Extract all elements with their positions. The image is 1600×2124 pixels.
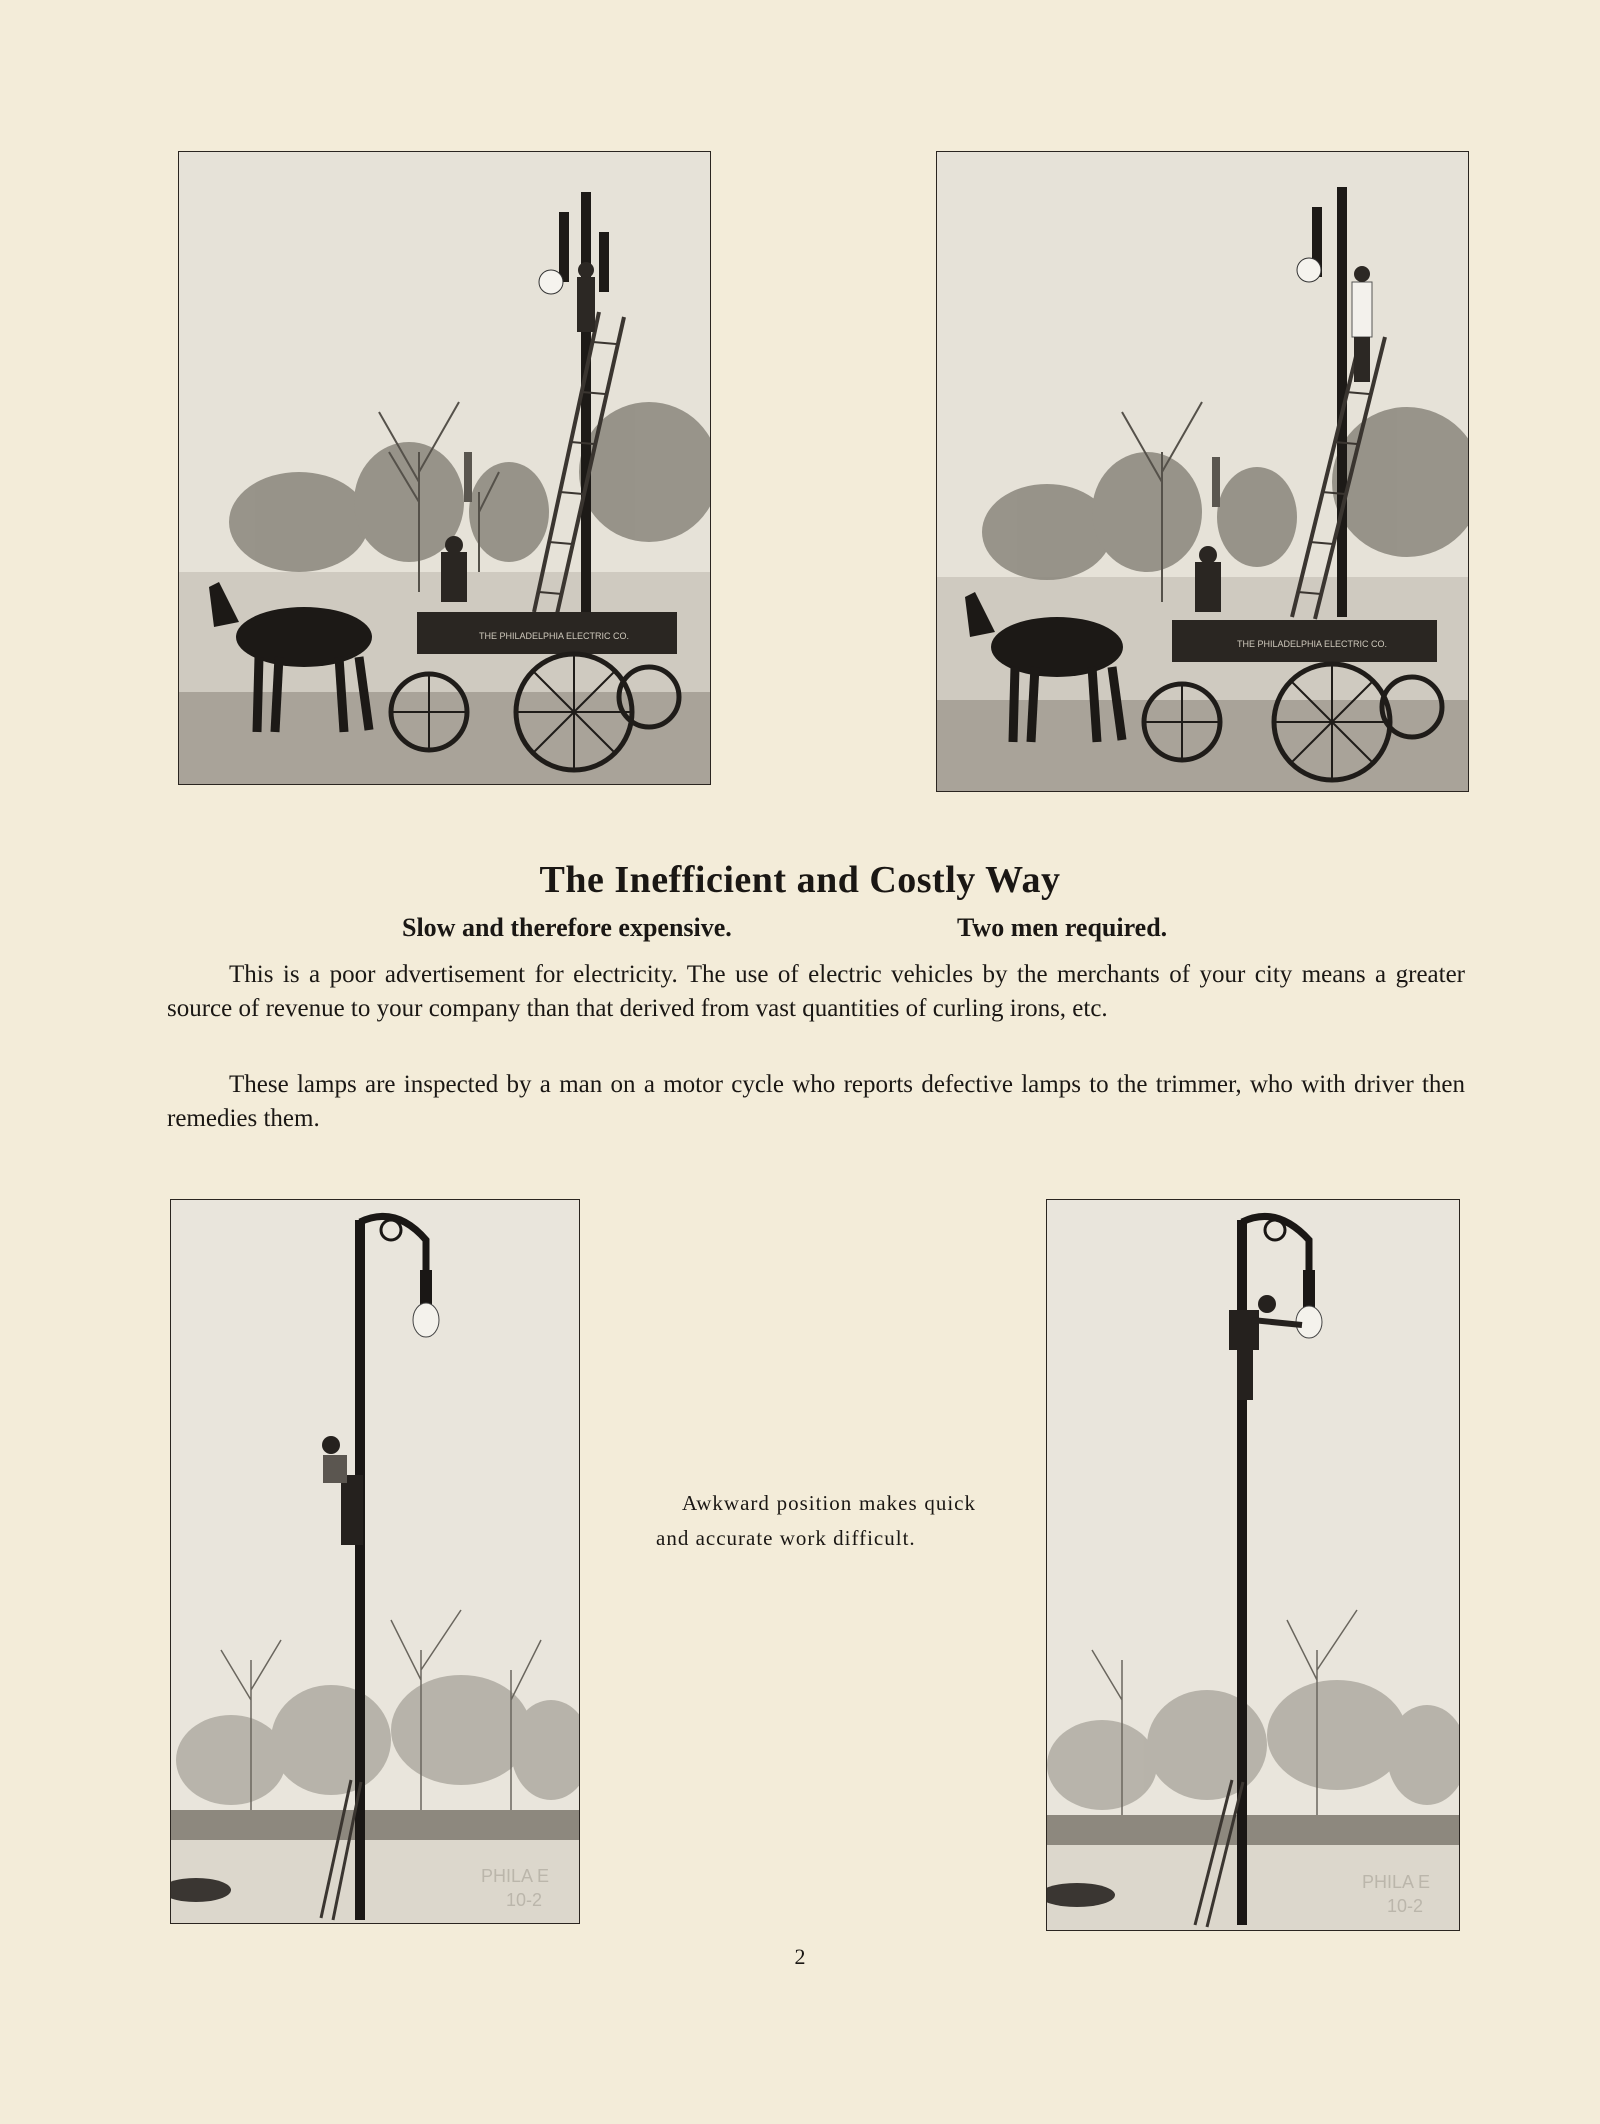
- subtitle-left: Slow and therefore expensive.: [402, 913, 732, 942]
- photo-pole-climb-2: [1046, 1199, 1460, 1931]
- body-paragraph-2: These lamps are inspected by a man on a motor cycle who reports defective lamps to the trimmer, who with driver then remedies them.: [167, 1071, 1465, 1132]
- subtitle-right: Two men required.: [957, 913, 1168, 942]
- photo-wagon-ladder-2-illustration: [937, 152, 1468, 791]
- wagon-sign-1: THE PHILADELPHIA ELECTRIC CO.: [479, 631, 630, 641]
- page-number: 2: [794, 1944, 806, 1969]
- page-title: The Inefficient and Costly Way: [539, 859, 1061, 901]
- wagon-sign-2: THE PHILADELPHIA ELECTRIC CO.: [1237, 639, 1388, 649]
- photo-wagon-ladder-1-illustration: [179, 152, 710, 784]
- photo-stamp-1-line2: 10-2: [506, 1890, 543, 1910]
- photo-pole-climb-1-illustration: [171, 1200, 579, 1923]
- photo-pole-climb-1: [170, 1199, 580, 1924]
- photo-stamp-2-line1: PHILA E: [1362, 1872, 1431, 1892]
- photo-wagon-ladder-1: [178, 151, 711, 785]
- photo-caption: Awkward position makes quick and accurate work difficult.: [656, 1491, 976, 1550]
- photo-stamp-2-line2: 10-2: [1387, 1896, 1424, 1916]
- photo-stamp-1-line1: PHILA E: [481, 1866, 550, 1886]
- photo-wagon-ladder-2: [936, 151, 1469, 792]
- photo-pole-climb-2-illustration: [1047, 1200, 1459, 1930]
- body-paragraph-1: This is a poor advertisement for electricity. The use of electric vehicles by the merchants of your city means a greater source of revenue to your company than that derived from vast quantities of curling irons, etc.: [167, 961, 1465, 1022]
